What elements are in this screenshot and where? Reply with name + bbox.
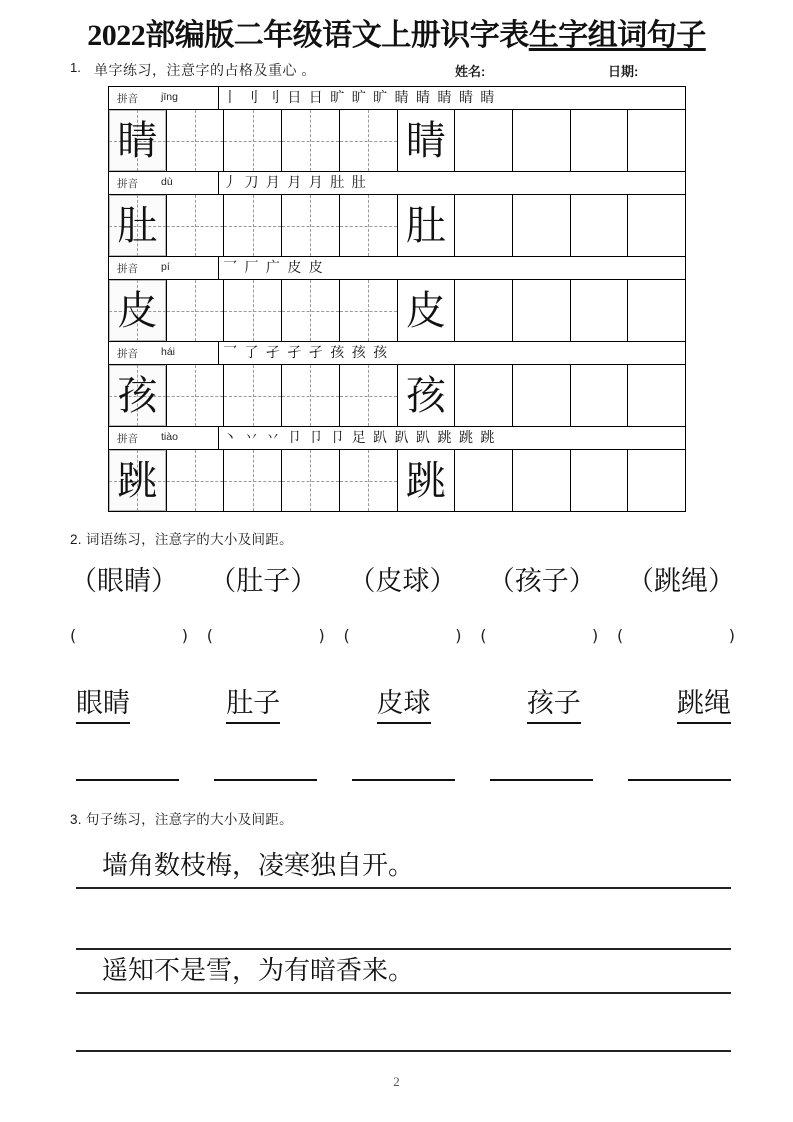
page-title-plain: 2022部编版二年级语文上册识字表 <box>87 19 529 52</box>
empty-paren-slot[interactable] <box>617 626 735 645</box>
grid-cell[interactable] <box>340 280 398 341</box>
empty-paren-slot[interactable] <box>344 626 462 645</box>
grid-cell[interactable] <box>224 110 282 171</box>
pinyin-row <box>109 342 685 365</box>
page-title <box>0 10 793 54</box>
blank-underline[interactable] <box>76 778 179 781</box>
page-title-underlined: 生字组词句子 <box>528 19 706 52</box>
grid-cell[interactable] <box>513 110 571 171</box>
grid-cell[interactable] <box>455 280 513 341</box>
grid-cell[interactable] <box>571 280 629 341</box>
character-row <box>109 110 685 172</box>
empty-paren-slot[interactable] <box>480 626 598 645</box>
grid-cell[interactable] <box>571 450 629 511</box>
pinyin-label: 拼音 <box>117 93 138 105</box>
grid-cell[interactable] <box>109 365 167 426</box>
grid-cell[interactable] <box>340 110 398 171</box>
grid-cell[interactable] <box>455 195 513 256</box>
grid-cell[interactable] <box>513 450 571 511</box>
word-item: （孩子） <box>487 566 596 597</box>
grid-cell[interactable] <box>167 450 225 511</box>
character-row <box>109 450 685 512</box>
grid-cell[interactable] <box>282 450 340 511</box>
grid-cell[interactable] <box>455 450 513 511</box>
character-glyph: 睛 <box>405 117 446 164</box>
pinyin-value: hái <box>161 346 176 358</box>
grid-cell[interactable] <box>109 110 167 171</box>
character-glyph: 肚 <box>117 202 158 249</box>
date-field-label: 日期: <box>608 64 639 79</box>
grid-cell[interactable] <box>628 365 685 426</box>
sentence-line <box>76 957 731 994</box>
paren-open: ( <box>480 626 487 645</box>
paren-open: ( <box>70 626 77 645</box>
grid-cell[interactable] <box>628 195 685 256</box>
grid-cell[interactable] <box>455 365 513 426</box>
empty-parentheses-row <box>70 626 735 645</box>
pinyin-row <box>109 172 685 195</box>
paren-open: ( <box>206 626 213 645</box>
pinyin-label: 拼音 <box>117 263 138 275</box>
paren-close: ) <box>592 626 599 645</box>
sentence-text: 墙角数枝梅，凌寒独自开。 <box>102 851 415 881</box>
empty-paren-slot[interactable] <box>70 626 188 645</box>
pinyin-value: dù <box>161 176 173 188</box>
cell-divider <box>218 87 219 109</box>
sentence-blank-line[interactable] <box>76 1050 731 1052</box>
sentence-blank-line[interactable] <box>76 948 731 950</box>
character-row <box>109 365 685 427</box>
pinyin-value: jīng <box>161 91 178 103</box>
grid-cell[interactable] <box>224 450 282 511</box>
stroke-order-sequence: 乛 了 孑 孑 孑 孩 孩 孩 <box>223 345 389 361</box>
grid-cell[interactable] <box>340 450 398 511</box>
grid-cell[interactable] <box>282 365 340 426</box>
character-glyph: 孩 <box>405 372 446 419</box>
grid-cell[interactable] <box>167 280 225 341</box>
grid-cell[interactable] <box>224 365 282 426</box>
grid-cell[interactable] <box>398 450 456 511</box>
section1-number: 1. <box>70 60 81 75</box>
word-item-underlined: 肚子 <box>226 690 280 724</box>
grid-cell[interactable] <box>109 280 167 341</box>
empty-paren-slot[interactable] <box>207 626 325 645</box>
page-number: 2 <box>393 1074 400 1089</box>
grid-cell[interactable] <box>571 365 629 426</box>
section1-heading: 单字练习，注意字的占格及重心 。 <box>94 62 316 78</box>
character-practice-table <box>108 86 686 512</box>
word-list-underlined <box>76 690 731 724</box>
grid-cell[interactable] <box>167 195 225 256</box>
grid-cell[interactable] <box>224 280 282 341</box>
cell-divider <box>218 427 219 449</box>
grid-cell[interactable] <box>398 365 456 426</box>
grid-cell[interactable] <box>109 195 167 256</box>
stroke-order-sequence: 丨 刂 刂 日 日 旷 旷 旷 睛 睛 睛 睛 睛 <box>223 90 496 106</box>
grid-cell[interactable] <box>513 280 571 341</box>
pinyin-label: 拼音 <box>117 178 138 190</box>
grid-cell[interactable] <box>571 195 629 256</box>
cell-divider <box>218 257 219 279</box>
character-glyph: 跳 <box>117 457 158 504</box>
character-glyph: 皮 <box>117 287 158 334</box>
word-item: （眼睛） <box>70 566 178 597</box>
grid-cell[interactable] <box>167 110 225 171</box>
grid-cell[interactable] <box>340 195 398 256</box>
grid-cell[interactable] <box>282 110 340 171</box>
sentence-text: 遥知不是雪，为有暗香来。 <box>102 956 415 986</box>
word-blank-underline-row <box>76 778 731 781</box>
section1-header <box>70 60 730 82</box>
grid-cell[interactable] <box>513 195 571 256</box>
character-glyph: 肚 <box>405 202 446 249</box>
grid-cell[interactable] <box>340 365 398 426</box>
grid-cell[interactable] <box>628 110 685 171</box>
stroke-order-sequence: 丶 丷 丷 卩 卩 卩 足 趴 趴 趴 跳 跳 跳 <box>223 430 496 446</box>
stroke-order-sequence: 乛 厂 广 皮 皮 <box>223 260 325 276</box>
character-glyph: 皮 <box>405 287 446 334</box>
pinyin-row <box>109 87 685 110</box>
grid-cell[interactable] <box>398 280 456 341</box>
character-row <box>109 280 685 342</box>
grid-cell[interactable] <box>109 450 167 511</box>
paren-open: ( <box>617 626 624 645</box>
pinyin-label: 拼音 <box>117 433 138 445</box>
stroke-order-sequence: 丿 刀 月 月 月 肚 肚 <box>223 175 368 191</box>
grid-cell[interactable] <box>628 450 685 511</box>
paren-close: ) <box>181 626 188 645</box>
word-item: （跳绳） <box>627 566 735 597</box>
grid-cell[interactable] <box>628 280 685 341</box>
grid-cell[interactable] <box>167 365 225 426</box>
word-item: （皮球） <box>348 566 457 597</box>
grid-cell[interactable] <box>513 365 571 426</box>
grid-cell[interactable] <box>455 110 513 171</box>
word-item: （肚子） <box>209 566 318 597</box>
blank-underline[interactable] <box>490 778 593 781</box>
pinyin-row <box>109 427 685 450</box>
cell-divider <box>218 342 219 364</box>
character-glyph: 睛 <box>117 117 158 164</box>
paren-close: ) <box>318 626 325 645</box>
character-row <box>109 195 685 257</box>
character-glyph: 孩 <box>117 372 158 419</box>
pinyin-value: pí <box>161 261 170 273</box>
pinyin-value: tiào <box>161 431 178 443</box>
grid-cell[interactable] <box>398 110 456 171</box>
grid-cell[interactable] <box>571 110 629 171</box>
paren-close: ) <box>728 626 735 645</box>
grid-cell[interactable] <box>282 280 340 341</box>
grid-cell[interactable] <box>282 195 340 256</box>
blank-underline[interactable] <box>628 778 731 781</box>
paren-close: ) <box>455 626 462 645</box>
grid-cell[interactable] <box>398 195 456 256</box>
word-item-underlined: 跳绳 <box>677 690 731 724</box>
blank-underline[interactable] <box>214 778 317 781</box>
character-glyph: 跳 <box>405 457 446 504</box>
word-item-underlined: 皮球 <box>377 690 431 724</box>
pinyin-label: 拼音 <box>117 348 138 360</box>
name-field-label: 姓名: <box>455 64 486 79</box>
section3-heading: 3. 句子练习，注意字的大小及间距。 <box>70 812 293 827</box>
paren-open: ( <box>343 626 350 645</box>
word-list-parenthesized <box>70 568 735 595</box>
word-item-underlined: 孩子 <box>527 690 581 724</box>
cell-divider <box>218 172 219 194</box>
section2-heading: 2. 词语练习，注意字的大小及间距。 <box>70 532 293 547</box>
word-item-underlined: 眼睛 <box>76 690 130 724</box>
sentence-line <box>76 852 731 889</box>
pinyin-row <box>109 257 685 280</box>
blank-underline[interactable] <box>352 778 455 781</box>
grid-cell[interactable] <box>224 195 282 256</box>
